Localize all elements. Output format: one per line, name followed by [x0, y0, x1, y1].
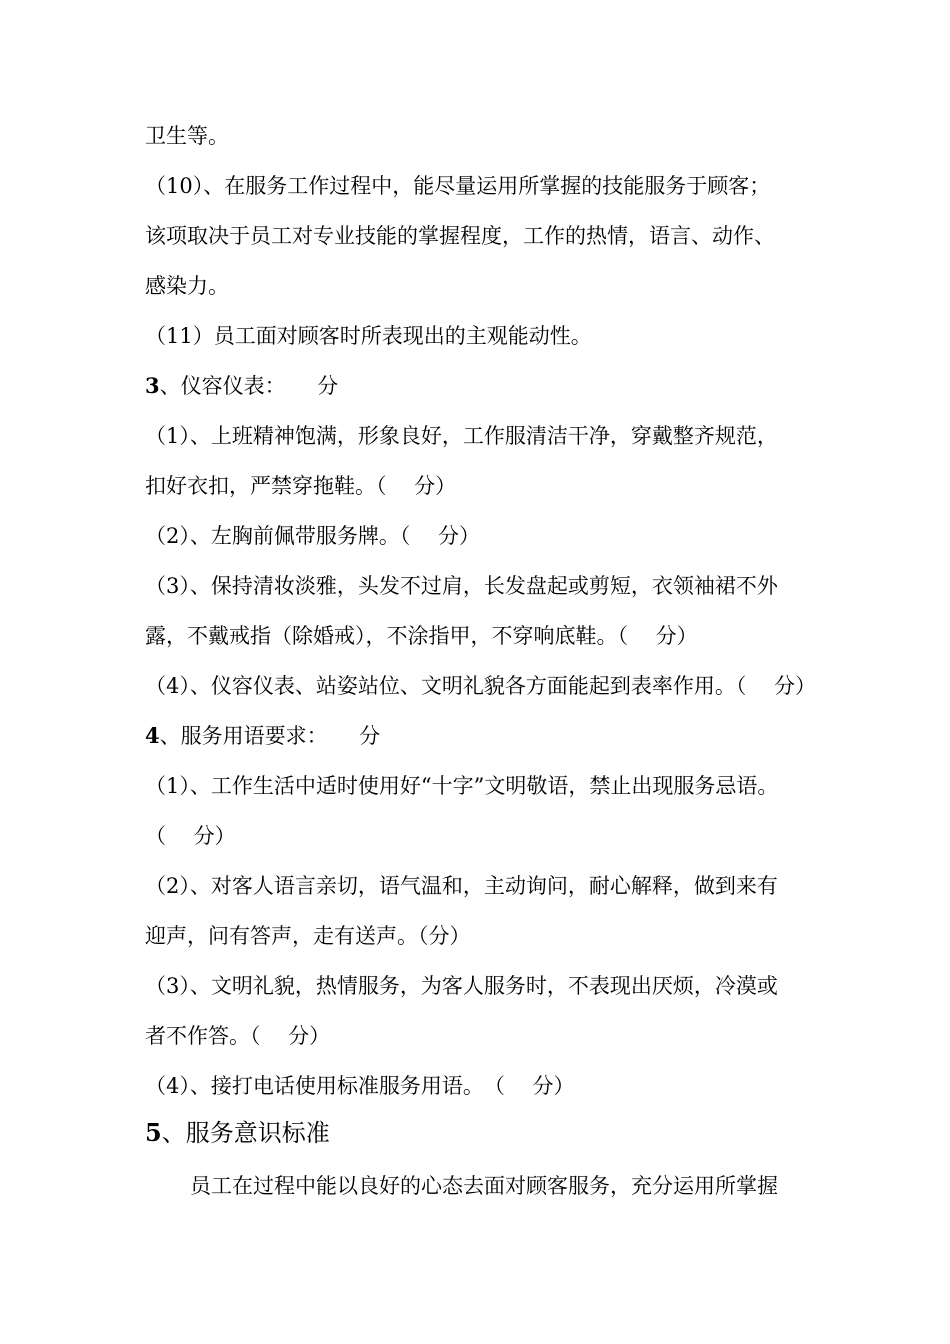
heading-text: 、仪容仪表： 分: [159, 374, 339, 398]
text-line: （1）、工作生活中适时使用好“十字”文明敬语，禁止出现服务忌语。: [145, 774, 779, 798]
text-line: 露，不戴戒指（除婚戒），不涂指甲，不穿响底鞋。（ 分）: [145, 624, 698, 648]
text-line: （4）、仪容仪表、站姿站位、文明礼貌各方面能起到表率作用。（ 分）: [145, 674, 817, 698]
heading-text: 、服务用语要求： 分: [159, 724, 381, 748]
text-line: （ 分）: [145, 824, 236, 848]
text-line: 扣好衣扣，严禁穿拖鞋。（ 分）: [145, 474, 457, 498]
section-heading-4: [145, 722, 825, 750]
text-line: （11）员工面对顾客时所表现出的主观能动性。: [145, 324, 592, 348]
heading-number: 4: [145, 723, 160, 748]
heading-number: 3: [145, 373, 160, 398]
text-line: （1）、上班精神饱满，形象良好，工作服清洁干净，穿戴整齐规范，: [145, 424, 778, 448]
text-line: 者不作答。（ 分）: [145, 1024, 331, 1048]
section-heading-3: [145, 372, 825, 400]
text-line: （10）、在服务工作过程中，能尽量运用所掌握的技能服务于顾客；: [145, 174, 771, 198]
text-line: 该项取决于员工对专业技能的掌握程度，工作的热情，语言、动作、: [145, 224, 775, 248]
text-line: 卫生等。: [145, 124, 229, 148]
text-line: （2）、对客人语言亲切，语气温和，主动询问，耐心解释，做到来有: [145, 874, 778, 898]
text-line: （4）、接打电话使用标准服务用语。 （ 分）: [145, 1074, 575, 1098]
heading-number: 5: [145, 1118, 162, 1147]
heading-text: 、服务意识标准: [161, 1119, 330, 1147]
text-line: （2）、左胸前佩带服务牌。（ 分）: [145, 524, 481, 548]
text-line: 迎声，问有答声，走有送声。（分）: [145, 924, 471, 948]
text-line: （3）、保持清妆淡雅，头发不过肩，长发盘起或剪短，衣领袖裙不外: [145, 574, 778, 598]
text-line: 员工在过程中能以良好的心态去面对顾客服务，充分运用所掌握: [190, 1174, 778, 1198]
section-heading-5: [145, 1118, 825, 1148]
text-line: （3）、文明礼貌，热情服务，为客人服务时，不表现出厌烦，冷漠或: [145, 974, 778, 998]
text-line: 感染力。: [145, 274, 229, 298]
